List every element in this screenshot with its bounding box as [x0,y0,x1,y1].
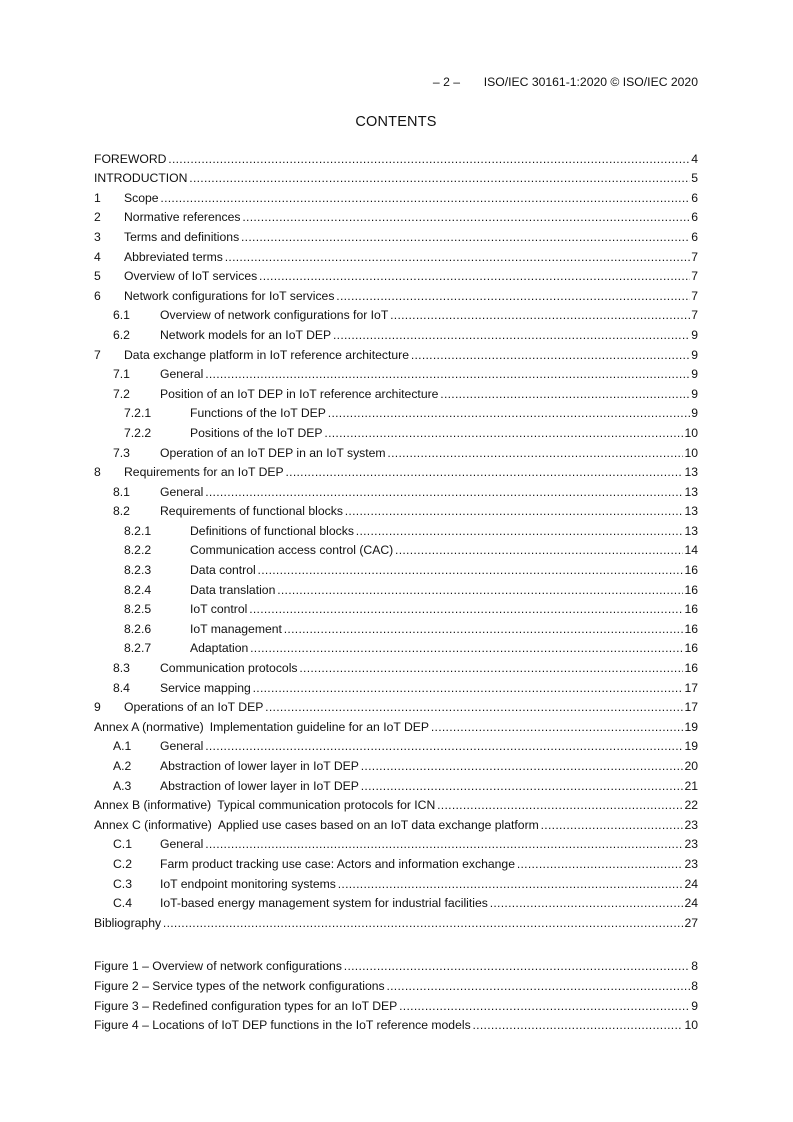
toc-entry[interactable]: 8 Requirements for an IoT DEP . . . 13 [94,460,698,480]
toc-entry-introduction[interactable]: INTRODUCTION . . . 5 [94,166,698,186]
toc-entry[interactable]: 7 Data exchange platform in IoT reference architecture . . . 9 [94,342,698,362]
toc-entry-foreword[interactable]: FOREWORD . . . 4 [94,146,698,166]
contents-title: CONTENTS [355,114,437,130]
page-header [94,75,698,89]
toc-entry[interactable]: A.1 General . . . 19 [94,734,698,754]
toc-entry[interactable]: 8.2.7 Adaptation . . . 16 [94,636,698,656]
toc-entry[interactable]: 4 Abbreviated terms . . . 7 [94,244,698,264]
toc-entry[interactable]: 8.2.2 Communication access control (CAC) . . . 14 [94,538,698,558]
toc-entry[interactable]: 6.1 Overview of network configurations for IoT . . . 7 [94,303,698,323]
toc-entry[interactable]: 6.2 Network models for an IoT DEP . . . 9 [94,322,698,342]
figure-entry[interactable]: Figure 1 – Overview of network configurations . . . 8 [94,954,698,974]
toc-entry[interactable]: 7.2 Position of an IoT DEP in IoT reference architecture . . . 9 [94,381,698,401]
toc-entry[interactable]: 8.1 General . . . 13 [94,479,698,499]
toc-entry[interactable]: 8.2.5 IoT control . . . 16 [94,597,698,617]
toc-entry[interactable]: A.2 Abstraction of lower layer in IoT DEP . . . 20 [94,753,698,773]
figure-entry[interactable]: Figure 2 – Service types of the network configurations . . . 8 [94,973,698,993]
toc-entry[interactable]: 7.2.2 Positions of the IoT DEP . . . 10 [94,420,698,440]
toc-entry[interactable]: 8.2 Requirements of functional blocks . . . 13 [94,499,698,519]
toc-entry-annex-c[interactable]: Annex C (informative) Applied use cases based on an IoT data exchange platform . . . 23 [94,812,698,832]
table-of-contents [94,146,698,1032]
toc-entry[interactable]: 8.4 Service mapping . . . 17 [94,675,698,695]
toc-entry[interactable]: 7.3 Operation of an IoT DEP in an IoT system . . . 10 [94,440,698,460]
toc-entry[interactable]: 5 Overview of IoT services . . . 7 [94,264,698,284]
toc-entry[interactable]: C.1 General . . . 23 [94,832,698,852]
toc-entry-annex-a[interactable]: Annex A (normative) Implementation guideline for an IoT DEP . . . 19 [94,714,698,734]
section-gap [94,930,698,954]
toc-entry[interactable]: 8.2.3 Data control . . . 16 [94,557,698,577]
toc-entry[interactable]: 1 Scope . . . 6 [94,185,698,205]
toc-entry[interactable]: A.3 Abstraction of lower layer in IoT DEP . . . 21 [94,773,698,793]
figure-entry[interactable]: Figure 4 – Locations of IoT DEP functions in the IoT reference models . . . 10 [94,1013,698,1033]
toc-entry[interactable]: 8.2.6 IoT management . . . 16 [94,616,698,636]
standard-reference: ISO/IEC 30161-1:2020 © ISO/IEC 2020 [483,75,698,89]
toc-entry[interactable]: 8.2.1 Definitions of functional blocks . . . 13 [94,518,698,538]
toc-entry[interactable]: 7.2.1 Functions of the IoT DEP . . . 9 [94,401,698,421]
toc-entry[interactable]: 3 Terms and definitions . . . 6 [94,224,698,244]
toc-entry[interactable]: 8.2.4 Data translation . . . 16 [94,577,698,597]
toc-entry-bibliography[interactable]: Bibliography . . . 27 [94,910,698,930]
toc-entry[interactable]: C.4 IoT-based energy management system for industrial facilities . . . 24 [94,891,698,911]
toc-entry[interactable]: C.2 Farm product tracking use case: Actors and information exchange . . . 23 [94,851,698,871]
toc-entry[interactable]: 2 Normative references . . . 6 [94,205,698,225]
toc-entry[interactable]: 7.1 General . . . 9 [94,362,698,382]
toc-entry[interactable]: 9 Operations of an IoT DEP . . . 17 [94,695,698,715]
toc-entry[interactable]: 6 Network configurations for IoT services . . . 7 [94,283,698,303]
toc-entry-annex-b[interactable]: Annex B (informative) Typical communication protocols for ICN . . . 22 [94,793,698,813]
toc-entry[interactable]: C.3 IoT endpoint monitoring systems . . . 24 [94,871,698,891]
page-number: – 2 – [432,75,461,89]
toc-entry[interactable]: 8.3 Communication protocols . . . 16 [94,655,698,675]
figure-entry[interactable]: Figure 3 – Redefined configuration types for an IoT DEP . . . 9 [94,993,698,1013]
